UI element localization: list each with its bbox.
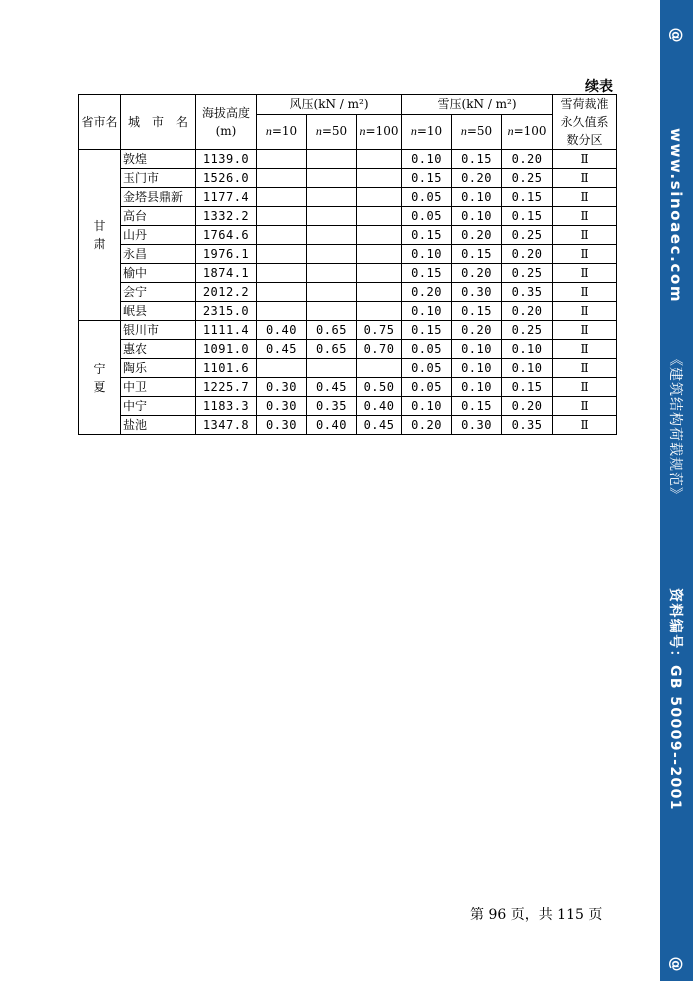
snow-zone-cell: Ⅱ — [553, 397, 617, 416]
wind-pressure-cell — [307, 150, 357, 169]
wind-pressure-cell: 0.50 — [357, 378, 402, 397]
table-row — [79, 226, 617, 245]
header-snow-zone — [553, 95, 617, 150]
wind-pressure-cell — [357, 359, 402, 378]
snow-pressure-cell: 0.10 — [402, 245, 452, 264]
altitude-cell: 1139.0 — [196, 150, 257, 169]
wind-pressure-cell — [357, 188, 402, 207]
wind-pressure-cell: 0.30 — [257, 378, 307, 397]
altitude-cell: 1976.1 — [196, 245, 257, 264]
altitude-cell: 1347.8 — [196, 416, 257, 435]
table-row — [79, 188, 617, 207]
wind-pressure-cell — [357, 150, 402, 169]
snow-pressure-cell: 0.15 — [452, 302, 502, 321]
header-snow-n100: n=100 — [502, 114, 553, 149]
snow-pressure-cell: 0.05 — [402, 188, 452, 207]
snow-pressure-cell: 0.10 — [402, 150, 452, 169]
wind-pressure-cell — [307, 264, 357, 283]
snow-pressure-cell: 0.20 — [452, 169, 502, 188]
table-row — [79, 397, 617, 416]
city-cell: 中卫 — [121, 378, 196, 397]
snow-pressure-cell: 0.20 — [452, 264, 502, 283]
province-char: 甘 — [93, 219, 106, 233]
snow-zone-cell: Ⅱ — [553, 169, 617, 188]
wind-pressure-cell: 0.70 — [357, 340, 402, 359]
city-cell: 惠农 — [121, 340, 196, 359]
snow-pressure-cell: 0.20 — [502, 302, 553, 321]
snow-pressure-cell: 0.20 — [502, 150, 553, 169]
header-city: 城 市 名 — [121, 95, 196, 150]
table-row — [79, 302, 617, 321]
table-row — [79, 207, 617, 226]
snow-pressure-cell: 0.25 — [502, 226, 553, 245]
page-number: 第 96 页，共 115 页 — [470, 907, 603, 923]
snow-pressure-cell: 0.25 — [502, 321, 553, 340]
snow-pressure-cell: 0.15 — [402, 321, 452, 340]
province-char: 宁 — [93, 361, 106, 376]
snow-pressure-cell: 0.10 — [452, 207, 502, 226]
altitude-cell: 1332.2 — [196, 207, 257, 226]
table-row — [79, 321, 617, 340]
province-char: 夏 — [93, 379, 106, 394]
city-cell: 高台 — [121, 207, 196, 226]
wind-pressure-cell: 0.40 — [357, 397, 402, 416]
header-snow-n10: n=10 — [402, 114, 452, 149]
table-row — [79, 245, 617, 264]
table-row — [79, 340, 617, 359]
wind-pressure-cell — [307, 226, 357, 245]
table-row — [79, 264, 617, 283]
table-row — [79, 378, 617, 397]
snow-zone-cell: Ⅱ — [553, 207, 617, 226]
table-row — [79, 416, 617, 435]
city-cell: 陶乐 — [121, 359, 196, 378]
altitude-cell: 1111.4 — [196, 321, 257, 340]
snow-pressure-cell: 0.10 — [452, 340, 502, 359]
snow-pressure-cell: 0.05 — [402, 359, 452, 378]
altitude-cell: 1764.6 — [196, 226, 257, 245]
wind-pressure-cell: 0.40 — [257, 321, 307, 340]
wind-pressure-cell — [257, 150, 307, 169]
snow-pressure-cell: 0.20 — [502, 397, 553, 416]
snow-zone-cell: Ⅱ — [553, 226, 617, 245]
sidebar-website-url[interactable]: www.sinoaec.com — [667, 128, 685, 304]
altitude-cell: 1091.0 — [196, 340, 257, 359]
wind-pressure-cell — [357, 245, 402, 264]
altitude-cell: 1225.7 — [196, 378, 257, 397]
header-row-1 — [79, 95, 617, 115]
snow-zone-cell: Ⅱ — [553, 416, 617, 435]
table-row — [79, 150, 617, 169]
snow-zone-cell: Ⅱ — [553, 150, 617, 169]
snow-pressure-cell: 0.10 — [452, 359, 502, 378]
snow-pressure-cell: 0.30 — [452, 416, 502, 435]
header-wind-n100: n=100 — [357, 114, 402, 149]
snow-zone-cell: Ⅱ — [553, 283, 617, 302]
city-cell: 永昌 — [121, 245, 196, 264]
table-row — [79, 283, 617, 302]
snow-pressure-cell: 0.15 — [502, 188, 553, 207]
snow-pressure-cell: 0.15 — [402, 264, 452, 283]
snow-pressure-cell: 0.35 — [502, 283, 553, 302]
snow-pressure-cell: 0.20 — [452, 321, 502, 340]
city-cell: 会宁 — [121, 283, 196, 302]
province-cell — [79, 321, 121, 435]
province-cell — [79, 150, 121, 321]
header-province: 省市名 — [79, 95, 121, 150]
snow-pressure-cell: 0.05 — [402, 340, 452, 359]
wind-pressure-cell — [307, 283, 357, 302]
snow-pressure-cell: 0.15 — [502, 378, 553, 397]
city-cell: 敦煌 — [121, 150, 196, 169]
wind-pressure-cell — [257, 169, 307, 188]
snow-pressure-cell: 0.15 — [402, 226, 452, 245]
snow-pressure-cell: 0.25 — [502, 169, 553, 188]
header-snow-pressure: 雪压(kN / m²) — [402, 95, 553, 115]
snow-pressure-cell: 0.20 — [502, 245, 553, 264]
header-wind-n50: n=50 — [307, 114, 357, 149]
wind-pressure-cell: 0.65 — [307, 340, 357, 359]
wind-pressure-cell — [357, 169, 402, 188]
snow-pressure-cell: 0.10 — [402, 302, 452, 321]
wind-pressure-cell: 0.40 — [307, 416, 357, 435]
header-altitude-line1: 海拔高度 — [201, 106, 250, 120]
load-data-table — [78, 94, 617, 435]
snow-zone-cell: Ⅱ — [553, 245, 617, 264]
snow-pressure-cell: 0.15 — [402, 169, 452, 188]
wind-pressure-cell — [307, 302, 357, 321]
wind-pressure-cell: 0.30 — [257, 397, 307, 416]
snow-pressure-cell: 0.20 — [402, 283, 452, 302]
wind-pressure-cell — [257, 207, 307, 226]
altitude-cell: 1177.4 — [196, 188, 257, 207]
snow-pressure-cell: 0.25 — [502, 264, 553, 283]
header-altitude-line2: (m) — [215, 124, 237, 138]
city-cell: 盐池 — [121, 416, 196, 435]
wind-pressure-cell: 0.75 — [357, 321, 402, 340]
table-continued-caption: 续表 — [585, 79, 613, 95]
wind-pressure-cell — [257, 359, 307, 378]
snow-zone-cell: Ⅱ — [553, 188, 617, 207]
snow-pressure-cell: 0.15 — [452, 245, 502, 264]
wind-pressure-cell — [257, 283, 307, 302]
snow-zone-cell: Ⅱ — [553, 321, 617, 340]
wind-pressure-cell — [307, 207, 357, 226]
snow-pressure-cell: 0.10 — [452, 188, 502, 207]
wind-pressure-cell — [307, 188, 357, 207]
snow-pressure-cell: 0.05 — [402, 207, 452, 226]
snow-zone-cell: Ⅱ — [553, 359, 617, 378]
snow-pressure-cell: 0.20 — [402, 416, 452, 435]
wind-pressure-cell — [357, 283, 402, 302]
snow-pressure-cell: 0.15 — [502, 207, 553, 226]
city-cell: 金塔县鼎新 — [121, 188, 196, 207]
altitude-cell: 2012.2 — [196, 283, 257, 302]
header-snow-n50: n=50 — [452, 114, 502, 149]
snow-pressure-cell: 0.10 — [502, 340, 553, 359]
snow-pressure-cell: 0.20 — [452, 226, 502, 245]
header-zone-line2: 永久值系 — [560, 115, 609, 129]
city-cell: 榆中 — [121, 264, 196, 283]
city-cell: 岷县 — [121, 302, 196, 321]
altitude-cell: 1101.6 — [196, 359, 257, 378]
wind-pressure-cell: 0.45 — [307, 378, 357, 397]
snow-zone-cell: Ⅱ — [553, 302, 617, 321]
snow-pressure-cell: 0.10 — [502, 359, 553, 378]
wind-pressure-cell — [307, 245, 357, 264]
altitude-cell: 1526.0 — [196, 169, 257, 188]
header-altitude — [196, 95, 257, 150]
header-wind-pressure: 风压(kN / m²) — [257, 95, 402, 115]
snow-pressure-cell: 0.15 — [452, 397, 502, 416]
city-cell: 中宁 — [121, 397, 196, 416]
wind-pressure-cell — [357, 302, 402, 321]
wind-pressure-cell — [357, 207, 402, 226]
city-cell: 玉门市 — [121, 169, 196, 188]
snow-pressure-cell: 0.10 — [452, 378, 502, 397]
altitude-cell: 1874.1 — [196, 264, 257, 283]
header-zone-line3: 数分区 — [566, 133, 603, 147]
snow-pressure-cell: 0.15 — [452, 150, 502, 169]
wind-pressure-cell — [257, 245, 307, 264]
snow-zone-cell: Ⅱ — [553, 264, 617, 283]
snow-zone-cell: Ⅱ — [553, 340, 617, 359]
wind-pressure-cell: 0.35 — [307, 397, 357, 416]
wind-pressure-cell — [257, 226, 307, 245]
table-row — [79, 359, 617, 378]
wind-pressure-cell — [307, 169, 357, 188]
wind-pressure-cell: 0.65 — [307, 321, 357, 340]
wind-pressure-cell: 0.45 — [357, 416, 402, 435]
wind-pressure-cell — [257, 302, 307, 321]
snow-pressure-cell: 0.35 — [502, 416, 553, 435]
wind-pressure-cell — [357, 264, 402, 283]
snow-pressure-cell: 0.30 — [452, 283, 502, 302]
city-cell: 银川市 — [121, 321, 196, 340]
right-sidebar — [660, 0, 693, 981]
wind-pressure-cell — [257, 188, 307, 207]
table-row — [79, 169, 617, 188]
wind-pressure-cell — [257, 264, 307, 283]
wind-pressure-cell — [307, 359, 357, 378]
sidebar-book-title: 《建筑结构荷载规范》 — [667, 352, 683, 502]
altitude-cell: 1183.3 — [196, 397, 257, 416]
at-sign-bottom: @ — [667, 956, 686, 972]
altitude-cell: 2315.0 — [196, 302, 257, 321]
header-zone-line1: 雪荷裁准 — [560, 97, 609, 111]
snow-zone-cell: Ⅱ — [553, 378, 617, 397]
wind-pressure-cell — [357, 226, 402, 245]
city-cell: 山丹 — [121, 226, 196, 245]
snow-pressure-cell: 0.05 — [402, 378, 452, 397]
snow-pressure-cell: 0.10 — [402, 397, 452, 416]
header-wind-n10: n=10 — [257, 114, 307, 149]
wind-pressure-cell: 0.30 — [257, 416, 307, 435]
at-sign-top: @ — [667, 27, 686, 43]
sidebar-document-code: 资料编号：GB 50009--2001 — [667, 588, 683, 811]
wind-pressure-cell: 0.45 — [257, 340, 307, 359]
province-char: 肃 — [93, 237, 106, 251]
table-body — [79, 150, 617, 435]
